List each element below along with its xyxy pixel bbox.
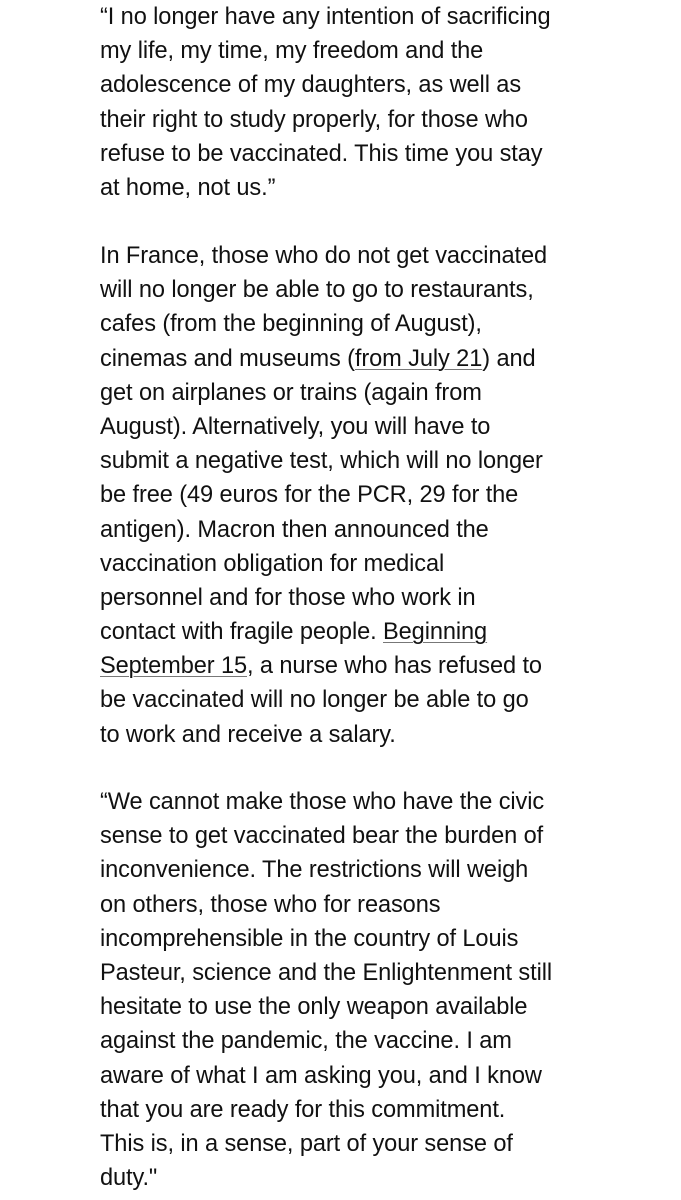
text-line: cafes (from the beginning of August), bbox=[100, 311, 482, 338]
text-line: adolescence of my daughters, as well as bbox=[100, 72, 522, 99]
link-beginning-september-15-cont[interactable]: September 15 bbox=[100, 653, 248, 680]
text-line: be vaccinated will no longer be able to go bbox=[100, 687, 529, 714]
text-line: aware of what I am asking you, and I know bbox=[100, 1062, 542, 1089]
text-line: “We cannot make those who have the civic bbox=[100, 789, 545, 815]
text-line bbox=[100, 342, 600, 376]
text-segment: contact with fragile people. bbox=[100, 619, 384, 646]
text-line: duty." bbox=[100, 1165, 158, 1192]
text-line: This is, in a sense, part of your sense of bbox=[100, 1130, 513, 1157]
text-line: submit a negative test, which will no longer bbox=[100, 448, 543, 475]
text-line: antigen). Macron then announced the bbox=[100, 516, 489, 543]
text-segment: , a nurse who has refused to bbox=[247, 653, 542, 680]
text-line: their right to study properly, for those who bbox=[100, 106, 528, 133]
link-from-july-21[interactable]: from July 21 bbox=[354, 345, 483, 372]
text-segment: ) and bbox=[482, 345, 536, 372]
text-line: sense to get vaccinated bear the burden of bbox=[100, 823, 544, 850]
quote-paragraph-2 bbox=[100, 785, 600, 1195]
link-beginning-september-15[interactable]: Beginning bbox=[383, 619, 488, 646]
text-line: will no longer be able to go to restaurants, bbox=[100, 277, 534, 304]
text-line bbox=[100, 649, 600, 683]
text-line: refuse to be vaccinated. This time you stay bbox=[100, 140, 543, 167]
text-line bbox=[100, 615, 600, 649]
text-line: get on airplanes or trains (again from bbox=[100, 379, 482, 406]
text-line: Pasteur, science and the Enlightenment still bbox=[100, 959, 553, 986]
body-paragraph bbox=[100, 239, 600, 752]
text-line: incomprehensible in the country of Louis bbox=[100, 925, 519, 952]
text-line: In France, those who do not get vaccinated bbox=[100, 243, 547, 269]
text-line: my life, my time, my freedom and the bbox=[100, 38, 484, 65]
text-line: August). Alternatively, you will have to bbox=[100, 413, 491, 440]
text-line: be free (49 euros for the PCR, 29 for the bbox=[100, 482, 519, 509]
text-line: “I no longer have any intention of sacrificing bbox=[100, 4, 551, 30]
text-line: hesitate to use the only weapon available bbox=[100, 994, 528, 1021]
text-line: inconvenience. The restrictions will weigh bbox=[100, 857, 529, 884]
quote-paragraph-1 bbox=[100, 0, 600, 205]
text-line: against the pandemic, the vaccine. I am bbox=[100, 1028, 512, 1055]
text-line: to work and receive a salary. bbox=[100, 721, 396, 748]
text-line: vaccination obligation for medical bbox=[100, 550, 445, 577]
text-line: that you are ready for this commitment. bbox=[100, 1096, 506, 1123]
text-line: at home, not us.” bbox=[100, 174, 276, 201]
text-segment: cinemas and museums ( bbox=[100, 345, 355, 372]
text-line: on others, those who for reasons bbox=[100, 891, 441, 918]
text-line: personnel and for those who work in bbox=[100, 584, 476, 611]
